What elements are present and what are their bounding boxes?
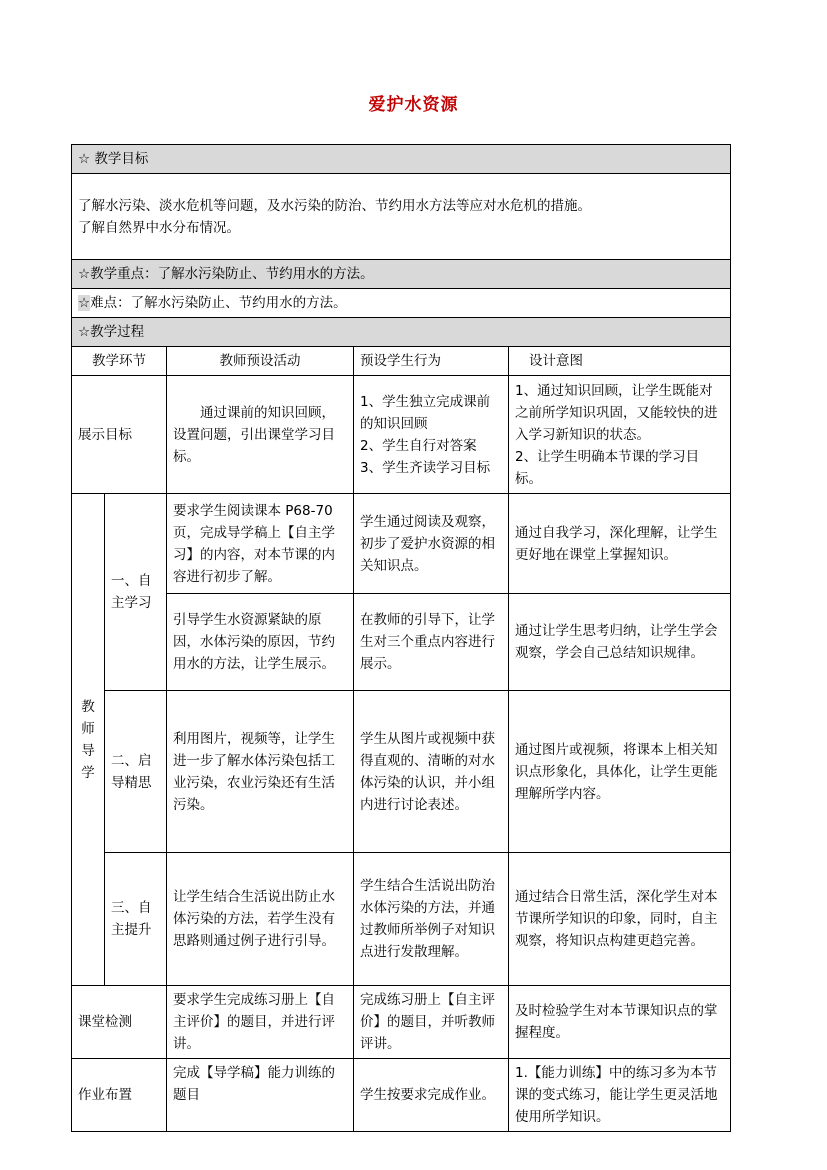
- design-intent: 通过结合日常生活，深化学生对本节课所学知识的印象，同时，自主观察，将知识点构建更趋完善。: [509, 853, 731, 986]
- table-row: [72, 853, 731, 986]
- teacher-activity: 完成【导学稿】能力训练的题目: [167, 1059, 354, 1132]
- design-intent: 通过让学生思考归纳，让学生学会观察，学会自己总结知识规律。: [509, 594, 731, 691]
- process-header: ☆教学过程: [72, 318, 731, 347]
- design-intent: 及时检验学生对本节课知识点的掌握程度。: [509, 986, 731, 1059]
- student-behavior: 学生结合生活说出防治水体污染的方法，并通过教师所举例子对知识点进行发散理解。: [354, 853, 509, 986]
- student-behavior: 在教师的引导下，让学生对三个重点内容进行展示。: [354, 594, 509, 691]
- design-intent-item: 2、让学生明确本节课的学习目标。: [515, 448, 700, 487]
- stage-label: 课堂检测: [72, 986, 167, 1059]
- teacher-activity: 要求学生阅读课本 P68-70页，完成导学稿上【自主学习】的内容，对本节课的内容进行初步了解。: [167, 494, 354, 594]
- column-header-row: [72, 347, 731, 376]
- student-behavior: 完成练习册上【自主评价】的题目，并听教师评讲。: [354, 986, 509, 1059]
- teacher-activity: 要求学生完成练习册上【自主评价】的题目，并进行评讲。: [167, 986, 354, 1059]
- goal-line-1: 了解水污染、淡水危机等问题，及水污染的防治、节约用水方法等应对水危机的措施。: [78, 197, 591, 214]
- key-point: ☆教学重点：了解水污染防止、节约用水的方法。: [72, 260, 731, 289]
- student-behavior-item: 2、学生自行对答案: [360, 437, 477, 454]
- table-row: [72, 986, 731, 1059]
- table-row: [72, 691, 731, 853]
- goals-header: ☆ 教学目标: [72, 145, 731, 174]
- student-behavior-item: 3、学生齐读学习目标: [360, 459, 491, 476]
- difficulty-text: 难点：了解水污染防止、节约用水的方法。: [90, 295, 347, 311]
- student-behavior: [354, 376, 509, 494]
- design-intent: 通过图片或视频，将课本上相关知识点形象化，具体化，让学生更能理解所学内容。: [509, 691, 731, 853]
- substage-label: 三、自主提升: [105, 853, 167, 986]
- teacher-activity: 让学生结合生活说出防止水体污染的方法，若学生没有思路则通过例子进行引导。: [167, 853, 354, 986]
- table-row: [72, 1059, 731, 1132]
- teacher-guide-label: 教师导学: [72, 494, 105, 986]
- teacher-activity: 引导学生水资源紧缺的原因，水体污染的原因，节约用水的方法，让学生展示。: [167, 594, 354, 691]
- design-intent-item: 1、通过知识回顾，让学生既能对之前所学知识巩固，又能较快的进入学习新知识的状态。: [515, 382, 718, 443]
- goals-header-row: [72, 145, 731, 174]
- goals-row: [72, 174, 731, 260]
- difficulty-star: ☆: [78, 295, 91, 311]
- difficulty-row: [72, 289, 731, 318]
- table-row: [72, 594, 731, 691]
- process-header-row: [72, 318, 731, 347]
- table-row: [72, 494, 731, 594]
- design-intent: [509, 376, 731, 494]
- stage-label: 作业布置: [72, 1059, 167, 1132]
- student-behavior: 学生按要求完成作业。: [354, 1059, 509, 1132]
- document-title: 爱护水资源: [368, 95, 459, 115]
- col-header-teacher: 教师预设活动: [167, 347, 354, 376]
- difficulty: [72, 289, 731, 318]
- teacher-activity: 利用图片，视频等，让学生进一步了解水体污染包括工业污染，农业污染还有生活污染。: [167, 691, 354, 853]
- col-header-intent: 设计意图: [509, 347, 731, 376]
- col-header-stage: 教学环节: [72, 347, 167, 376]
- student-behavior-item: 1、学生独立完成课前的知识回顾: [360, 393, 491, 432]
- goal-line-2: 了解自然界中水分布情况。: [78, 219, 240, 236]
- col-header-student: 预设学生行为: [354, 347, 509, 376]
- student-behavior: 学生通过阅读及观察，初步了爱护水资源的相关知识点。: [354, 494, 509, 594]
- design-intent: 通过自我学习，深化理解，让学生更好地在课堂上掌握知识。: [509, 494, 731, 594]
- substage-label: 一、自主学习: [105, 494, 167, 691]
- lesson-plan-table: [71, 144, 731, 1132]
- student-behavior: 学生从图片或视频中获得直观的、清晰的对水体污染的认识，并小组内进行讨论表述。: [354, 691, 509, 853]
- teacher-activity-text: 通过课前的知识回顾，设置问题，引出课堂学习目标。: [173, 404, 335, 465]
- substage-label: 二、启导精思: [105, 691, 167, 853]
- goals-content: [72, 174, 731, 260]
- design-intent: 1.【能力训练】中的练习多为本节课的变式练习，能让学生更灵活地使用所学知识。: [509, 1059, 731, 1132]
- stage-label: 展示目标: [72, 376, 167, 494]
- table-row: [72, 376, 731, 494]
- key-point-row: [72, 260, 731, 289]
- teacher-activity: [167, 376, 354, 494]
